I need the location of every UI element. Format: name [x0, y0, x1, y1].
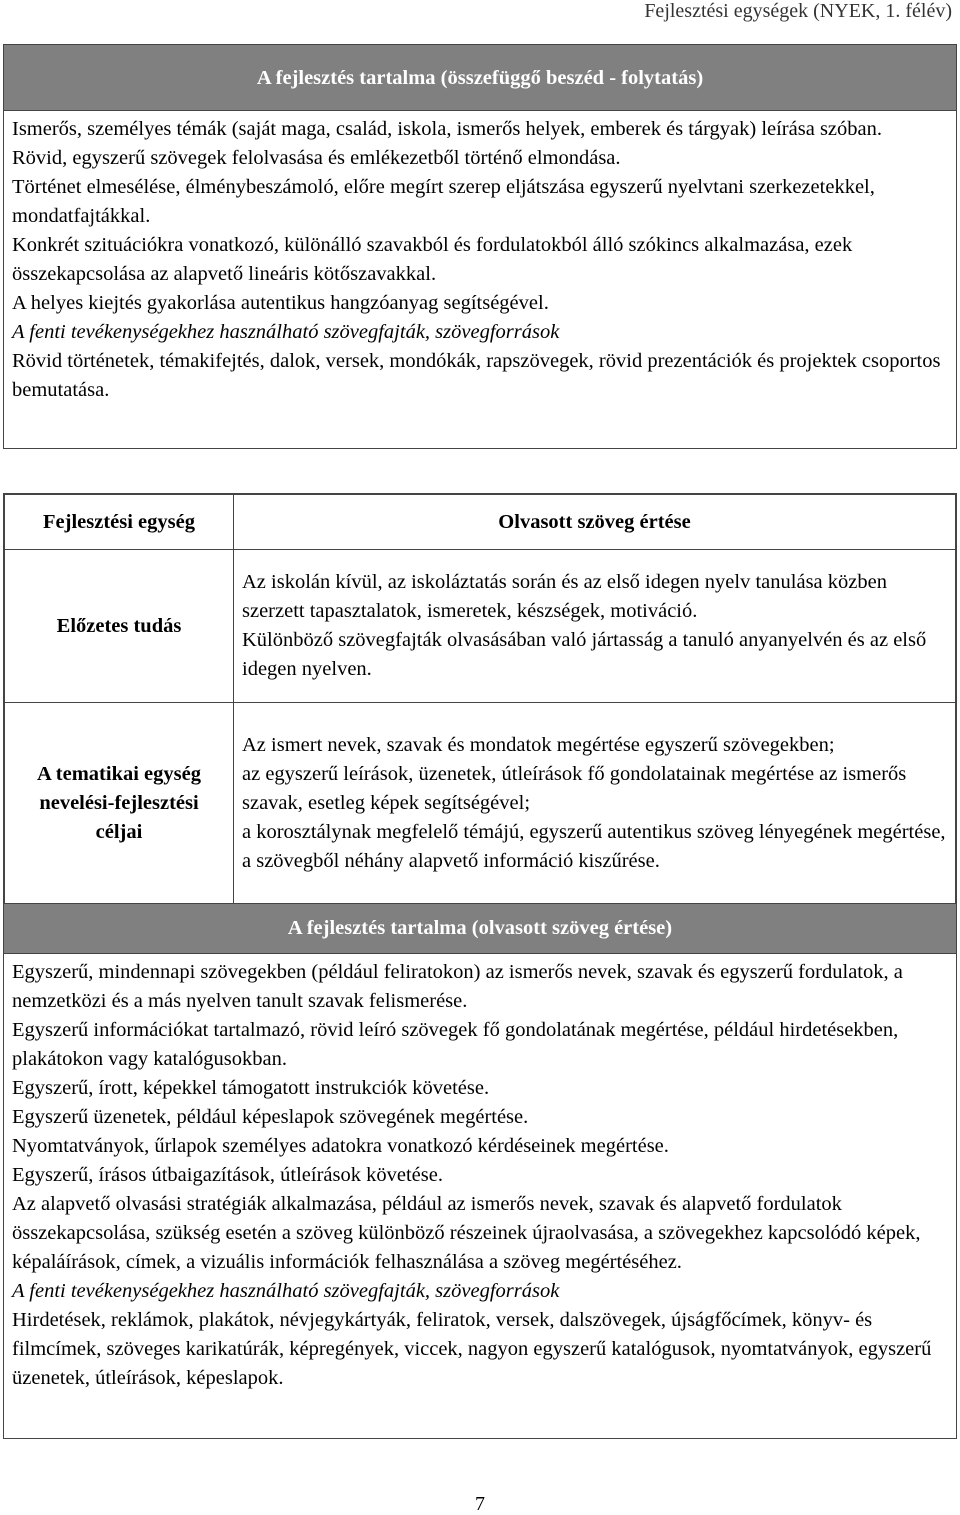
content-item: Az alapvető olvasási stratégiák alkalmazása, például az ismerős nevek, szavak és alapvető fordulatok összekapcsolása, szükség esetén a szöveg különböző részeinek újraolvasása, a szövegekhez kapcsolódó képek, képaláírások, címek, a vizuális információk felhasználása a szöveg megértéséhez.	[12, 1193, 921, 1273]
content-item: Egyszerű információkat tartalmazó, rövid leíró szövegek fő gondolatának megértése, például hirdetésekben, plakátokon vagy katalógusokban.	[12, 1019, 899, 1070]
sources-label: A fenti tevékenységekhez használható szövegfajták, szövegforrások	[12, 321, 560, 343]
content-item: Nyomtatványok, űrlapok személyes adatokra vonatkozó kérdéseinek megértése.	[12, 1135, 669, 1157]
content-item: Ismerős, személyes témák (saját maga, család, iskola, ismerős helyek, emberek és tárgyak) leírása szóban.	[12, 118, 882, 140]
content-item: Konkrét szituációkra vonatkozó, különálló szavakból és fordulatokból álló szókincs alkalmazása, ezek összekapcsolása az alapvető lineáris kötőszavakkal.	[12, 234, 853, 285]
unit-label: Fejlesztési egység	[5, 495, 234, 550]
content-item: Egyszerű, írásos útbaigazítások, útleírások követése.	[12, 1164, 443, 1186]
speaking-content	[4, 111, 956, 405]
goals-label	[5, 703, 234, 904]
reading-unit-box	[3, 493, 957, 1439]
goal-item: a korosztálynak megfelelő témájú, egyszerű autentikus szöveg lényegének megértése, a szövegből néhány alapvető információ kiszűrése.	[242, 820, 946, 872]
page-number: 7	[475, 1493, 485, 1515]
goals-cell	[234, 703, 956, 904]
prior-knowledge-label: Előzetes tudás	[5, 550, 234, 703]
sources-text: Rövid történetek, témakifejtés, dalok, versek, mondókák, rapszövegek, rövid prezentációk és projektek csoportos bemutatása.	[12, 350, 941, 401]
content-item: Rövid, egyszerű szövegek felolvasása és emlékezetből történő elmondása.	[12, 147, 621, 169]
prior-item: Különböző szövegfajták olvasásában való jártasság a tanuló anyanyelvén és az első idegen nyelven.	[242, 629, 927, 680]
content-item: Egyszerű üzenetek, például képeslapok szövegének megértése.	[12, 1106, 529, 1128]
sources-label: A fenti tevékenységekhez használható szövegfajták, szövegforrások	[12, 1280, 560, 1302]
goal-item: Az ismert nevek, szavak és mondatok megértése egyszerű szövegekben;	[242, 733, 835, 756]
prior-item: Az iskolán kívül, az iskoláztatás során és az első idegen nyelv tanulása közben szerzett tapasztalatok, ismeretek, készségek, motiváció.	[242, 571, 887, 622]
content-item: Egyszerű, írott, képekkel támogatott instrukciók követése.	[12, 1077, 490, 1099]
reading-content	[4, 954, 956, 1393]
unit-value: Olvasott szöveg értése	[234, 495, 956, 550]
section-title: A fejlesztés tartalma (összefüggő beszéd - folytatás)	[4, 45, 956, 111]
content-item: A helyes kiejtés gyakorlása autentikus hangzóanyag segítségével.	[12, 292, 549, 314]
content-item: Történet elmesélése, élménybeszámoló, előre megírt szerep eljátszása egyszerű nyelvtani szerkezetekkel, mondatfajtákkal.	[12, 176, 875, 227]
reading-content-title: A fejlesztés tartalma (olvasott szöveg értése)	[4, 904, 956, 954]
sources-text: Hirdetések, reklámok, plakátok, névjegykártyák, feliratok, versek, dalszövegek, újságfőcímek, könyv- és filmcímek, szöveges karikatúrák, képregények, viccek, nagyon egyszerű katalógusok, nyomtatványok, egyszerű üzenetek, útleírások, képeslapok.	[12, 1309, 932, 1389]
content-item: Egyszerű, mindennapi szövegekben (például feliratokon) az ismerős nevek, szavak és egyszerű fordulatok, a nemzetközi és a más nyelven tanult szavak felismerése.	[12, 961, 903, 1012]
speaking-content-box	[3, 44, 957, 449]
unit-table	[4, 494, 956, 904]
goals-label-text: A tematikai egység nevelési-fejlesztési céljai	[37, 762, 201, 843]
goal-item: az egyszerű leírások, üzenetek, útleírások fő gondolatainak megértése az ismerős szavak, esetleg képek segítségével;	[242, 762, 907, 814]
running-header: Fejlesztési egységek (NYEK, 1. félév)	[644, 0, 952, 22]
prior-knowledge-cell	[234, 550, 956, 703]
